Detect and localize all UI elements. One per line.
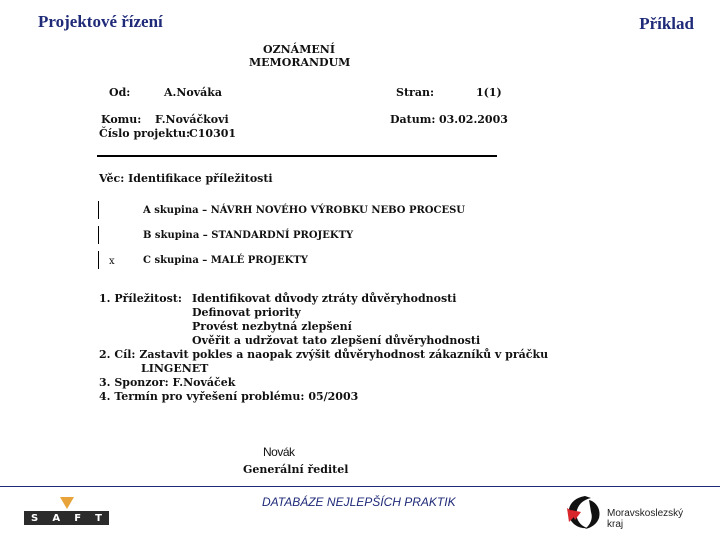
memo-title-line2: MEMORANDUM xyxy=(249,56,351,69)
item2-line1: 2. Cíl: Zastavit pokles a naopak zvýšit důvěryhodnost zákazníků v práčku xyxy=(99,348,549,361)
item1-line1: Identifikovat důvody ztráty důvěryhodnosti xyxy=(192,292,457,305)
group-b-checkbox xyxy=(98,226,99,244)
od-value: A.Nováka xyxy=(164,86,223,99)
saft-letter-a: A xyxy=(52,512,61,524)
saft-logo-box xyxy=(24,511,109,525)
komu-value: F.Nováčkovi xyxy=(155,113,229,126)
item2-line2: LINGENET xyxy=(141,362,209,375)
saft-logo-triangle xyxy=(59,496,75,510)
footer-divider xyxy=(0,486,720,487)
datum-value: 03.02.2003 xyxy=(439,113,508,126)
item3: 3. Sponzor: F.Nováček xyxy=(99,376,236,389)
od-label: Od: xyxy=(109,86,131,99)
group-c-mark: x xyxy=(109,256,115,267)
header-right-title: Příklad xyxy=(639,14,694,33)
projekt-label: Číslo projektu: xyxy=(99,127,191,140)
group-b-label: B skupina – STANDARDNÍ PROJEKTY xyxy=(143,230,354,241)
stran-label: Stran: xyxy=(396,86,435,99)
datum-label: Datum: xyxy=(390,113,436,126)
saft-letter-f: F xyxy=(74,512,82,524)
item1-line2: Definovat priority xyxy=(192,306,301,319)
region-logo-emblem xyxy=(563,492,605,532)
item4: 4. Termín pro vyřešení problému: 05/2003 xyxy=(99,390,359,403)
group-a-checkbox xyxy=(98,201,99,219)
header-left-title: Projektové řízení xyxy=(38,12,163,31)
item1-line4: Ověřit a udržovat tato zlepšení důvěryhodnosti xyxy=(192,334,481,347)
signature: Novák xyxy=(263,445,295,459)
group-a-label: A skupina – NÁVRH NOVÉHO VÝROBKU NEBO PROCESU xyxy=(143,205,466,216)
group-c-label: C skupina – MALÉ PROJEKTY xyxy=(143,255,308,266)
footer-center-text: DATABÁZE NEJLEPŠÍCH PRAKTIK xyxy=(262,495,456,509)
projekt-value: C10301 xyxy=(189,127,237,140)
memo-title-line1: OZNÁMENÍ xyxy=(263,43,335,56)
signature-title: Generální ředitel xyxy=(243,463,349,476)
item1-line3: Provést nezbytná zlepšení xyxy=(192,320,352,333)
komu-label: Komu: xyxy=(101,113,142,126)
saft-letter-s: S xyxy=(31,512,39,524)
saft-letter-t: T xyxy=(95,512,102,524)
stran-value: 1(1) xyxy=(476,86,502,99)
memo-divider xyxy=(97,155,497,157)
item1-label: 1. Příležitost: xyxy=(99,292,182,305)
region-name-line2: kraj xyxy=(607,519,624,530)
region-name-line1: Moravskoslezský xyxy=(607,508,684,519)
group-c-checkbox xyxy=(98,251,99,269)
memo-subject: Věc: Identifikace příležitosti xyxy=(99,172,273,185)
